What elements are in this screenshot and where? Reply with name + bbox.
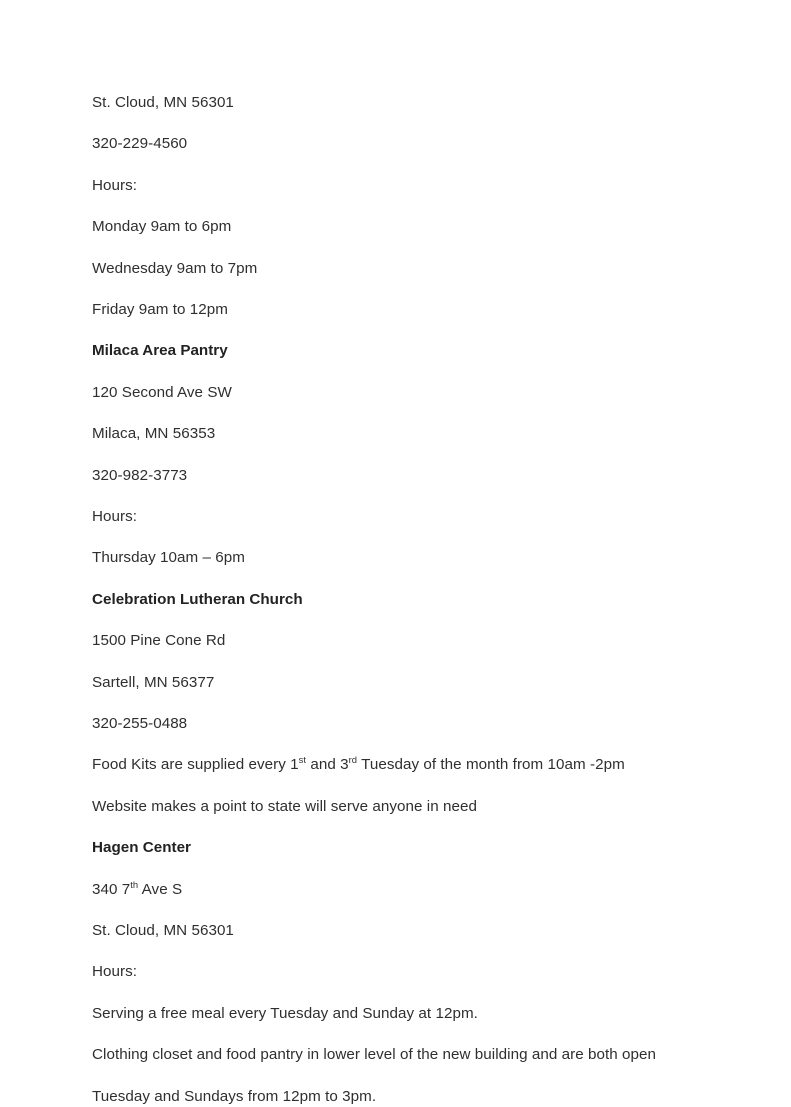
text-line: Thursday 10am – 6pm	[92, 549, 245, 567]
text-line: Sartell, MN 56377	[92, 673, 215, 691]
ordinal-suffix: st	[298, 754, 307, 766]
st-cloud-hours-block	[92, 176, 692, 321]
document-body	[92, 93, 692, 1107]
hagen-center-hours-block	[92, 962, 692, 1024]
text-line: St. Cloud, MN 56301	[92, 922, 234, 940]
text-line: Hours:	[92, 508, 138, 526]
text-run: and 3	[306, 756, 349, 774]
hagen-center-block	[92, 838, 692, 942]
text-line: 1500 Pine Cone Rd	[92, 632, 226, 650]
heading-line: Hagen Center	[92, 839, 191, 857]
text-run: 340 7	[92, 880, 131, 898]
text-run: Ave S	[138, 880, 183, 898]
food-kits-schedule-block	[92, 755, 692, 776]
milaca-hours-block	[92, 507, 692, 569]
st-cloud-address-block	[92, 93, 692, 155]
ordinal-suffix: rd	[348, 754, 358, 766]
text-line: Clothing closet and food pantry in lower level of the new building and are both open	[92, 1046, 656, 1064]
text-run: Food Kits are supplied every 1	[92, 756, 299, 774]
text-line: Tuesday and Sundays from 12pm to 3pm.	[92, 1087, 377, 1105]
text-line: Milaca, MN 56353	[92, 425, 216, 443]
text-line: 320-982-3773	[92, 466, 188, 484]
text-run: Tuesday of the month from 10am -2pm	[357, 756, 625, 774]
heading-line: Milaca Area Pantry	[92, 342, 228, 360]
text-line: Serving a free meal every Tuesday and Sunday at 12pm.	[92, 1004, 478, 1022]
clothing-closet-note-block	[92, 1045, 692, 1107]
text-line: St. Cloud, MN 56301	[92, 94, 234, 111]
website-note-block	[92, 797, 692, 818]
text-line: 320-255-0488	[92, 715, 188, 733]
text-line	[92, 880, 692, 901]
text-line: Hours:	[92, 176, 138, 194]
text-line: Wednesday 9am to 7pm	[92, 259, 258, 277]
ordinal-suffix: th	[130, 878, 139, 890]
text-line: 320-229-4560	[92, 135, 188, 153]
text-line: 120 Second Ave SW	[92, 383, 232, 401]
text-line	[92, 755, 692, 776]
text-line: Hours:	[92, 963, 138, 981]
celebration-lutheran-church-block	[92, 590, 692, 735]
text-line: Website makes a point to state will serve anyone in need	[92, 797, 477, 815]
milaca-area-pantry-block	[92, 341, 692, 486]
text-line: Monday 9am to 6pm	[92, 218, 232, 236]
heading-line: Celebration Lutheran Church	[92, 590, 303, 608]
text-line: Friday 9am to 12pm	[92, 301, 228, 319]
